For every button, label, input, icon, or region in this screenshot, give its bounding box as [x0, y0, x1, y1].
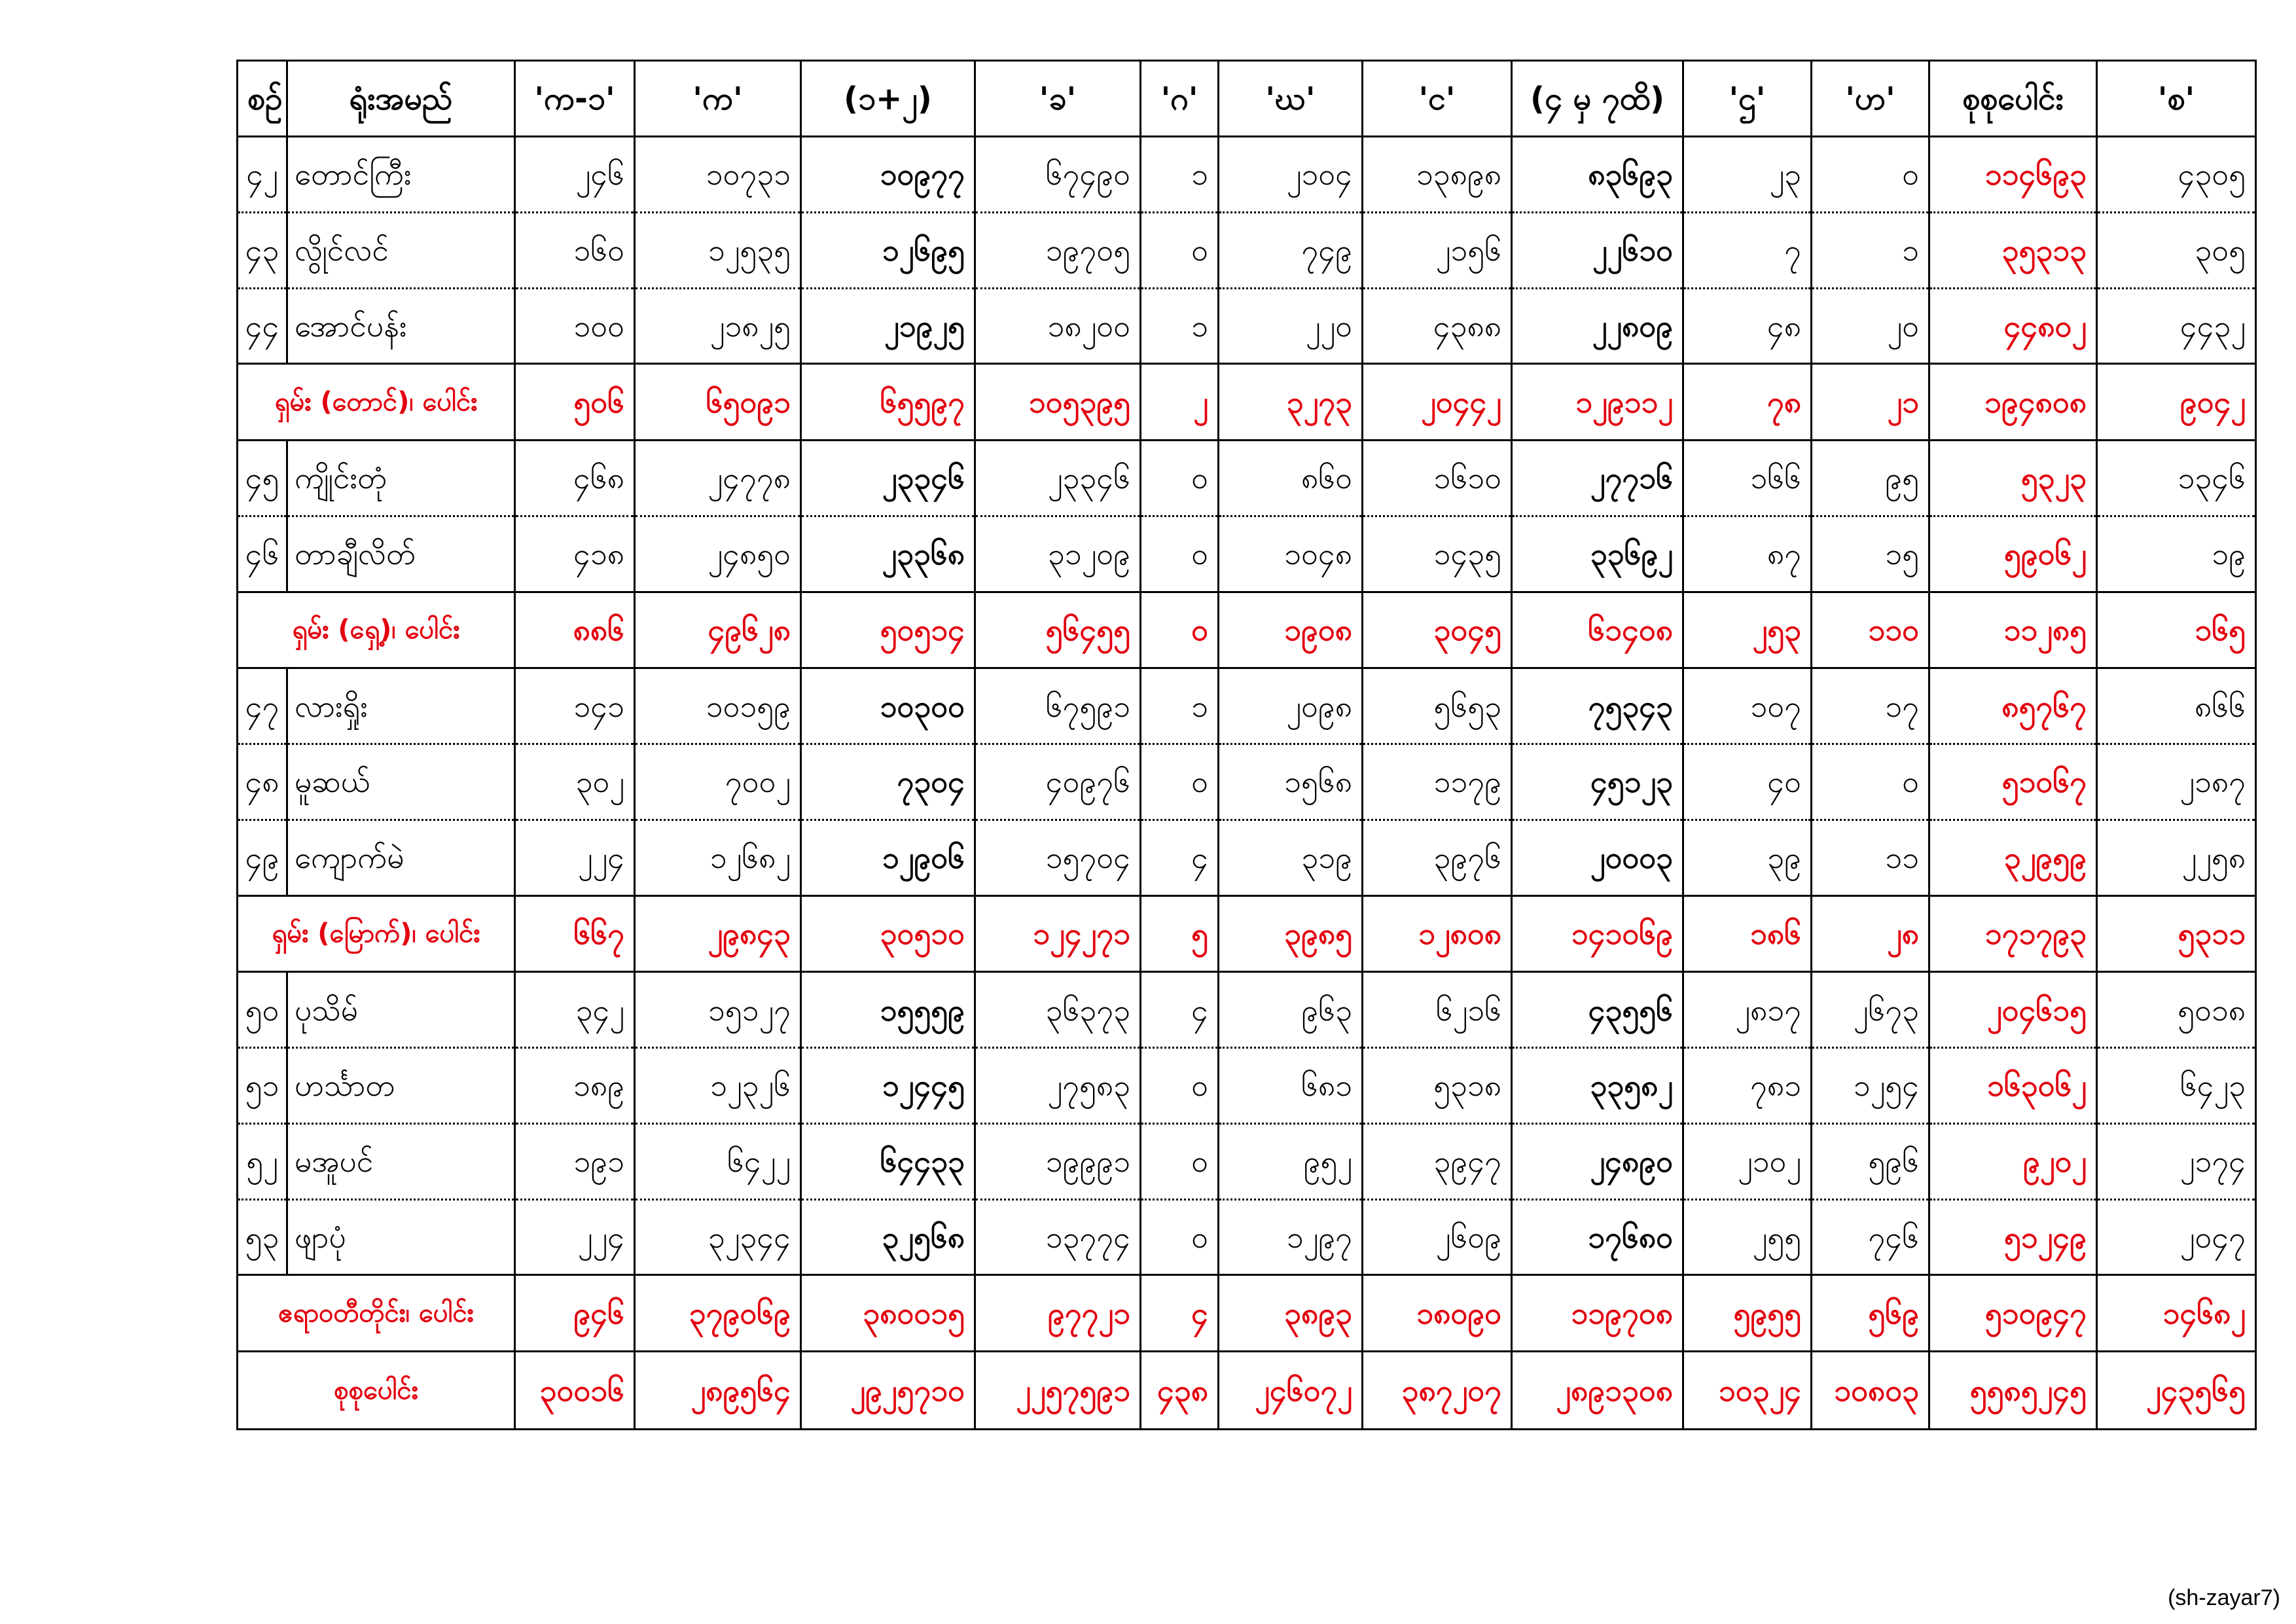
value-cell: ၂၁၈၂၅ [635, 288, 801, 364]
value-cell: ၅၃၁၈ [1363, 1048, 1512, 1124]
value-cell: ၂၁၇၄ [2097, 1123, 2256, 1199]
table-row [238, 441, 2256, 516]
value-cell: ၅၁၂၄၉ [1929, 1199, 2097, 1275]
value-cell: ၄၈ [1683, 288, 1812, 364]
value-cell: ၁၀၇၃၁ [635, 137, 801, 213]
value-cell: ၀ [1141, 592, 1219, 668]
value-cell: ၁၀၁၅၉ [635, 668, 801, 744]
value-cell: ၃၂၇၃ [1219, 364, 1363, 441]
value-cell: ၉၂၀၂ [1929, 1123, 2097, 1199]
value-cell: ၄၁၈ [515, 516, 635, 592]
value-cell: ၁၀၃၀၀ [801, 668, 975, 744]
subtotal-row [238, 895, 2256, 972]
column-header: 'က' [635, 61, 801, 137]
value-cell: ၀ [1141, 516, 1219, 592]
value-cell: ၁၈၉ [515, 1048, 635, 1124]
column-header: 'င' [1363, 61, 1512, 137]
value-cell: ၃၃၆၉၂ [1512, 516, 1683, 592]
table-row [238, 820, 2256, 895]
column-header: 'ဂ' [1141, 61, 1219, 137]
table-row [238, 1048, 2256, 1124]
value-cell: ၂၉၂၅၇၁၀ [801, 1352, 975, 1430]
table-row [238, 1123, 2256, 1199]
value-cell: ၂၁၅၆ [1363, 212, 1512, 288]
value-cell: ၀ [1812, 137, 1929, 213]
office-name: လွိုင်လင် [287, 212, 515, 288]
value-cell: ၁၇၁၇၉၃ [1929, 895, 2097, 972]
value-cell: ၁၀၇ [1683, 668, 1812, 744]
value-cell: ၃၄၂ [515, 972, 635, 1048]
value-cell: ၁၉၄၈၀၈ [1929, 364, 2097, 441]
value-cell: ၈၈၆ [515, 592, 635, 668]
value-cell: ၁၀၄၈ [1219, 516, 1363, 592]
subtotal-row [238, 592, 2256, 668]
value-cell: ၈၆၆ [2097, 668, 2256, 744]
value-cell: ၂၉၈၄၃ [635, 895, 801, 972]
value-cell: ၁၉၁ [515, 1123, 635, 1199]
subtotal-label: ဧရာဝတီတိုင်း၊ ပေါင်း [238, 1275, 515, 1352]
value-cell: ၄၀ [1683, 744, 1812, 820]
value-cell: ၁၃၇၇၄ [975, 1199, 1141, 1275]
column-header: 'ဃ' [1219, 61, 1363, 137]
value-cell: ၂၅၃ [1683, 592, 1812, 668]
value-cell: ၁၅၇၀၄ [975, 820, 1141, 895]
value-cell: ၁၀၅၃၉၅ [975, 364, 1141, 441]
value-cell: ၅၆၅၃ [1363, 668, 1512, 744]
table-row [238, 972, 2256, 1048]
value-cell: ၃၅၃၁၃ [1929, 212, 2097, 288]
value-cell: ၃၈၉၃ [1219, 1275, 1363, 1352]
value-cell: ၆၁၄၀၈ [1512, 592, 1683, 668]
value-cell: ၃၀၅၁၀ [801, 895, 975, 972]
value-cell: ၁၇၆၈၀ [1512, 1199, 1683, 1275]
value-cell: ၅၃၂၃ [1929, 441, 2097, 516]
value-cell: ၁၁၀ [1812, 592, 1929, 668]
value-cell: ၆၄၂၂ [635, 1123, 801, 1199]
value-cell: ၃၀၀၁၆ [515, 1352, 635, 1430]
row-number: ၄၆ [238, 516, 287, 592]
row-number: ၅၀ [238, 972, 287, 1048]
value-cell: ၇၀၀၂ [635, 744, 801, 820]
value-cell: ၅၃၁၁ [2097, 895, 2256, 972]
value-cell: ၂၈၉၁၃၀၈ [1512, 1352, 1683, 1430]
value-cell: ၂၂၆၁၀ [1512, 212, 1683, 288]
value-cell: ၃၀၄၅ [1363, 592, 1512, 668]
value-cell: ၂၂၈၀၉ [1512, 288, 1683, 364]
value-cell: ၂၁၀၂ [1683, 1123, 1812, 1199]
value-cell: ၄ [1141, 820, 1219, 895]
value-cell: ၀ [1141, 441, 1219, 516]
value-cell: ၇ [1683, 212, 1812, 288]
table-row [238, 668, 2256, 744]
value-cell: ၄၃၈ [1141, 1352, 1219, 1430]
value-cell: ၂၁ [1812, 364, 1929, 441]
value-cell: ၄ [1141, 972, 1219, 1048]
value-cell: ၃၈၇၂၀၇ [1363, 1352, 1512, 1430]
value-cell: ၁ [1141, 137, 1219, 213]
value-cell: ၄၀၉၇၆ [975, 744, 1141, 820]
column-header: 'စ' [2097, 61, 2256, 137]
value-cell: ၂၃၃၄၆ [975, 441, 1141, 516]
value-cell: ၁၂၆၉၅ [801, 212, 975, 288]
row-number: ၅၁ [238, 1048, 287, 1124]
value-cell: ၁၁၂၈၅ [1929, 592, 2097, 668]
value-cell: ၁၂၃၂၆ [635, 1048, 801, 1124]
value-cell: ၄၄၃၂ [2097, 288, 2256, 364]
table-row [238, 744, 2256, 820]
value-cell: ၂၇၇၁၆ [1512, 441, 1683, 516]
value-cell: ၂၀၉၈ [1219, 668, 1363, 744]
value-cell: ၄၉၆၂၈ [635, 592, 801, 668]
value-cell: ၁၁၇၉ [1363, 744, 1512, 820]
office-name: အောင်ပန်း [287, 288, 515, 364]
value-cell: ၁၈၆ [1683, 895, 1812, 972]
value-cell: ၁၁၉၇၀၈ [1512, 1275, 1683, 1352]
value-cell: ၁၂၄၂၇၁ [975, 895, 1141, 972]
value-cell: ၀ [1141, 1048, 1219, 1124]
value-cell: ၀ [1141, 744, 1219, 820]
value-cell: ၂၆၇၃ [1812, 972, 1929, 1048]
value-cell: ၂၈၁၇ [1683, 972, 1812, 1048]
subtotal-label: ရှမ်း (မြောက်)၊ ပေါင်း [238, 895, 515, 972]
header-row [238, 61, 2256, 137]
value-cell: ၁၀၈၀၃ [1812, 1352, 1929, 1430]
value-cell: ၄၃၀၅ [2097, 137, 2256, 213]
value-cell: ၂၄၆ [515, 137, 635, 213]
value-cell: ၁၅ [1812, 516, 1929, 592]
value-cell: ၂၃၃၆၈ [801, 516, 975, 592]
value-cell: ၁၉၀၈ [1219, 592, 1363, 668]
value-cell: ၅၉၀၆၂ [1929, 516, 2097, 592]
data-table [236, 60, 2257, 1430]
value-cell: ၇၄၆ [1812, 1199, 1929, 1275]
value-cell: ၈၇ [1683, 516, 1812, 592]
row-number: ၄၈ [238, 744, 287, 820]
value-cell: ၁၅၆၈ [1219, 744, 1363, 820]
value-cell: ၂၄၆၀၇၂ [1219, 1352, 1363, 1430]
value-cell: ၁၂၅၄ [1812, 1048, 1929, 1124]
value-cell: ၁၉၉၉၁ [975, 1123, 1141, 1199]
value-cell: ၅၀၅၁၄ [801, 592, 975, 668]
table-body [238, 137, 2256, 1430]
value-cell: ၁၉၇၀၅ [975, 212, 1141, 288]
grand-total-label: စုစုပေါင်း [238, 1352, 515, 1430]
value-cell: ၈၃၆၉၃ [1512, 137, 1683, 213]
value-cell: ၆၆၇ [515, 895, 635, 972]
value-cell: ၃၀၅ [2097, 212, 2256, 288]
value-cell: ၁၈၂၀၀ [975, 288, 1141, 364]
value-cell: ၁၂၉၇ [1219, 1199, 1363, 1275]
subtotal-row [238, 1275, 2256, 1352]
value-cell: ၂၀၄၇ [2097, 1199, 2256, 1275]
value-cell: ၂၂၀ [1219, 288, 1363, 364]
value-cell: ၁ [1812, 212, 1929, 288]
value-cell: ၇၄၉ [1219, 212, 1363, 288]
value-cell: ၆၅၅၉၇ [801, 364, 975, 441]
office-name: လားရှိုး [287, 668, 515, 744]
value-cell: ၁၀၃၂၄ [1683, 1352, 1812, 1430]
value-cell: ၂၂၄ [515, 820, 635, 895]
subtotal-row [238, 364, 2256, 441]
value-cell: ၁၄၁ [515, 668, 635, 744]
value-cell: ၃၉၈၅ [1219, 895, 1363, 972]
value-cell: ၂၅၅ [1683, 1199, 1812, 1275]
value-cell: ၂၈၉၅၆၄ [635, 1352, 801, 1430]
value-cell: ၅၆၉ [1812, 1275, 1929, 1352]
value-cell: ၃၃၅၈၂ [1512, 1048, 1683, 1124]
office-name: ကျိုင်းတုံ [287, 441, 515, 516]
value-cell: ၆၅၀၉၁ [635, 364, 801, 441]
value-cell: ၉၅၂ [1219, 1123, 1363, 1199]
value-cell: ၃၂၉၅၉ [1929, 820, 2097, 895]
value-cell: ၉၅ [1812, 441, 1929, 516]
value-cell: ၈၅၇၆၇ [1929, 668, 2097, 744]
value-cell: ၂၃ [1683, 137, 1812, 213]
value-cell: ၆၈၁ [1219, 1048, 1363, 1124]
value-cell: ၂၀ [1812, 288, 1929, 364]
value-cell: ၅၆၄၅၅ [975, 592, 1141, 668]
value-cell: ၄၃၈၈ [1363, 288, 1512, 364]
value-cell: ၃၀၂ [515, 744, 635, 820]
footer-reference: (sh-zayar7) [2168, 1585, 2280, 1610]
value-cell: ၄၃၅၅၆ [1512, 972, 1683, 1048]
office-name: ဖျာပုံ [287, 1199, 515, 1275]
value-cell: ၀ [1141, 212, 1219, 288]
value-cell: ၃၉၄၇ [1363, 1123, 1512, 1199]
value-cell: ၁၅၁၂၇ [635, 972, 801, 1048]
value-cell: ၂၂၅၇၅၉၁ [975, 1352, 1141, 1430]
value-cell: ၂၈ [1812, 895, 1929, 972]
office-name: မူဆယ် [287, 744, 515, 820]
column-header: စဉ် [238, 61, 287, 137]
value-cell: ၂၀၄၆၁၅ [1929, 972, 2097, 1048]
column-header: (၁+၂) [801, 61, 975, 137]
subtotal-label: ရှမ်း (ရှေ့)၊ ပေါင်း [238, 592, 515, 668]
row-number: ၄၅ [238, 441, 287, 516]
grand-total-row [238, 1352, 2256, 1430]
value-cell: ၂၀၄၄၂ [1363, 364, 1512, 441]
column-header: 'ခ' [975, 61, 1141, 137]
subtotal-label: ရှမ်း (တောင်)၊ ပေါင်း [238, 364, 515, 441]
value-cell: ၈၆၀ [1219, 441, 1363, 516]
value-cell: ၁၆၀ [515, 212, 635, 288]
value-cell: ၁ [1141, 668, 1219, 744]
value-cell: ၄၄၈၀၂ [1929, 288, 2097, 364]
value-cell: ၆၄၂၃ [2097, 1048, 2256, 1124]
value-cell: ၄၆၈ [515, 441, 635, 516]
value-cell: ၁၂၉၀၆ [801, 820, 975, 895]
value-cell: ၄ [1141, 1275, 1219, 1352]
value-cell: ၂၁၀၄ [1219, 137, 1363, 213]
value-cell: ၅၅၈၅၂၄၅ [1929, 1352, 2097, 1430]
value-cell: ၆၇၅၉၁ [975, 668, 1141, 744]
office-name: ကျောက်မဲ [287, 820, 515, 895]
value-cell: ၀ [1141, 1123, 1219, 1199]
office-name: တာချီလိတ် [287, 516, 515, 592]
value-cell: ၁၆၁၀ [1363, 441, 1512, 516]
value-cell: ၁ [1141, 288, 1219, 364]
value-cell: ၀ [1812, 744, 1929, 820]
table-row [238, 516, 2256, 592]
table-row [238, 212, 2256, 288]
value-cell: ၁၆၆ [1683, 441, 1812, 516]
value-cell: ၃၂၅၆၈ [801, 1199, 975, 1275]
office-name: တောင်ကြီး [287, 137, 515, 213]
value-cell: ၀ [1141, 1199, 1219, 1275]
value-cell: ၆၄၄၃၃ [801, 1123, 975, 1199]
column-header: စုစုပေါင်း [1929, 61, 2097, 137]
value-cell: ၃၂၃၄၄ [635, 1199, 801, 1275]
row-number: ၅၃ [238, 1199, 287, 1275]
value-cell: ၂၇၅၈၃ [975, 1048, 1141, 1124]
office-name: ဟင်္သာတ [287, 1048, 515, 1124]
value-cell: ၇၈၁ [1683, 1048, 1812, 1124]
value-cell: ၁၂၅၃၅ [635, 212, 801, 288]
value-cell: ၅၁၀၉၄၇ [1929, 1275, 2097, 1352]
column-header: 'ဌ' [1683, 61, 1812, 137]
value-cell: ၉၆၃ [1219, 972, 1363, 1048]
value-cell: ၇၈ [1683, 364, 1812, 441]
value-cell: ၃၇၉၀၆၉ [635, 1275, 801, 1352]
value-cell: ၇၃၀၄ [801, 744, 975, 820]
value-cell: ၂၄၈၅၀ [635, 516, 801, 592]
value-cell: ၁၆၅ [2097, 592, 2256, 668]
value-cell: ၄၅၁၂၃ [1512, 744, 1683, 820]
value-cell: ၃၉ [1683, 820, 1812, 895]
value-cell: ၂၄၃၅၆၅ [2097, 1352, 2256, 1430]
value-cell: ၅၉၅၅ [1683, 1275, 1812, 1352]
column-header: 'က-၁' [515, 61, 635, 137]
value-cell: ၂၄၇၇၈ [635, 441, 801, 516]
value-cell: ၁၇ [1812, 668, 1929, 744]
value-cell: ၂၁၈၇ [2097, 744, 2256, 820]
value-cell: ၁၅၅၅၉ [801, 972, 975, 1048]
row-number: ၄၇ [238, 668, 287, 744]
value-cell: ၇၅၃၄၃ [1512, 668, 1683, 744]
value-cell: ၁၂၈၀၈ [1363, 895, 1512, 972]
value-cell: ၁၂၄၄၅ [801, 1048, 975, 1124]
value-cell: ၂၄၈၉၀ [1512, 1123, 1683, 1199]
value-cell: ၉၀၄၂ [2097, 364, 2256, 441]
value-cell: ၂၂၄ [515, 1199, 635, 1275]
value-cell: ၃၁၉ [1219, 820, 1363, 895]
value-cell: ၃၆၃၇၃ [975, 972, 1141, 1048]
value-cell: ၂ [1141, 364, 1219, 441]
value-cell: ၆၇၄၉၀ [975, 137, 1141, 213]
value-cell: ၁၄၆၈၂ [2097, 1275, 2256, 1352]
table-row [238, 288, 2256, 364]
value-cell: ၁၆၃၀၆၂ [1929, 1048, 2097, 1124]
value-cell: ၆၂၁၆ [1363, 972, 1512, 1048]
value-cell: ၃၉၇၆ [1363, 820, 1512, 895]
value-cell: ၁၃၈၉၈ [1363, 137, 1512, 213]
value-cell: ၂၀၀၀၃ [1512, 820, 1683, 895]
office-name: ပုသိမ် [287, 972, 515, 1048]
value-cell: ၁၁၄၆၉၃ [1929, 137, 2097, 213]
value-cell: ၅၀၆ [515, 364, 635, 441]
value-cell: ၁၂၆၈၂ [635, 820, 801, 895]
value-cell: ၅၁၀၆၇ [1929, 744, 2097, 820]
column-header: (၄ မှ ၇ထိ) [1512, 61, 1683, 137]
value-cell: ၁၀၉၇၇ [801, 137, 975, 213]
table-row [238, 137, 2256, 213]
row-number: ၄၉ [238, 820, 287, 895]
value-cell: ၃၈၀၀၁၅ [801, 1275, 975, 1352]
value-cell: ၉၇၇၂၁ [975, 1275, 1141, 1352]
row-number: ၄၄ [238, 288, 287, 364]
value-cell: ၁၀၀ [515, 288, 635, 364]
office-name: မအူပင် [287, 1123, 515, 1199]
value-cell: ၂၃၃၄၆ [801, 441, 975, 516]
value-cell: ၁၉ [2097, 516, 2256, 592]
value-cell: ၁၃၄၆ [2097, 441, 2256, 516]
value-cell: ၁၄၃၅ [1363, 516, 1512, 592]
value-cell: ၁၁ [1812, 820, 1929, 895]
value-cell: ၁၄၁၀၆၉ [1512, 895, 1683, 972]
row-number: ၅၂ [238, 1123, 287, 1199]
column-header: 'ဟ' [1812, 61, 1929, 137]
value-cell: ၁၂၉၁၁၂ [1512, 364, 1683, 441]
value-cell: ၉၄၆ [515, 1275, 635, 1352]
value-cell: ၂၁၉၂၅ [801, 288, 975, 364]
value-cell: ၂၂၅၈ [2097, 820, 2256, 895]
row-number: ၄၂ [238, 137, 287, 213]
value-cell: ၁၈၀၉၀ [1363, 1275, 1512, 1352]
value-cell: ၅၉၆ [1812, 1123, 1929, 1199]
value-cell: ၂၆၀၉ [1363, 1199, 1512, 1275]
value-cell: ၃၁၂၀၉ [975, 516, 1141, 592]
row-number: ၄၃ [238, 212, 287, 288]
value-cell: ၅၀၁၈ [2097, 972, 2256, 1048]
table-row [238, 1199, 2256, 1275]
value-cell: ၅ [1141, 895, 1219, 972]
column-header: ရုံးအမည် [287, 61, 515, 137]
